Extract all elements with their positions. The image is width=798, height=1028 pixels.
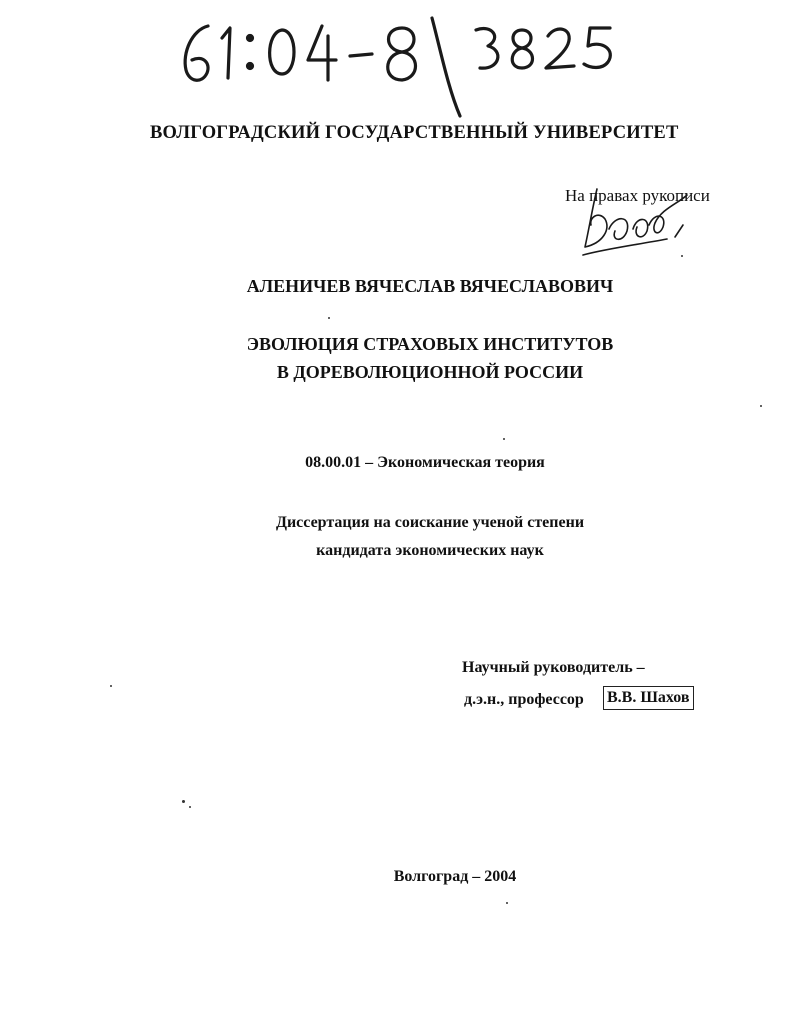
university-name: ВОЛГОГРАДСКИЙ ГОСУДАРСТВЕННЫЙ УНИВЕРСИТЕТ [150, 123, 679, 143]
scan-speck [182, 800, 185, 803]
scan-speck [760, 405, 762, 407]
advisor-degree: д.э.н., профессор [464, 691, 584, 708]
city-year: Волгоград – 2004 [393, 868, 517, 885]
manuscript-note: На правах рукописи [565, 186, 710, 205]
advisor-label: Научный руководитель – [462, 659, 645, 676]
scan-speck [328, 317, 330, 319]
dissertation-title-line-1: ЭВОЛЮЦИЯ СТРАХОВЫХ ИНСТИТУТОВ [246, 334, 614, 354]
scan-speck [189, 806, 191, 808]
degree-statement-line-2: кандидата экономических наук [316, 542, 544, 559]
degree-statement-line-1: Диссертация на соискание ученой степени [275, 514, 585, 531]
dissertation-title-line-2: В ДОРЕВОЛЮЦИОННОЙ РОССИИ [276, 362, 584, 382]
handwritten-archive-code [170, 8, 640, 118]
author-name: АЛЕНИЧЕВ ВЯЧЕСЛАВ ВЯЧЕСЛАВОВИЧ [246, 276, 614, 296]
scan-speck [506, 902, 508, 904]
scan-speck [503, 438, 505, 440]
scan-speck [681, 255, 683, 257]
scan-speck [110, 685, 112, 687]
signature-mark [575, 185, 695, 265]
advisor-name-boxed: В.В. Шахов [603, 686, 694, 710]
specialty-code: 08.00.01 – Экономическая теория [305, 454, 545, 471]
